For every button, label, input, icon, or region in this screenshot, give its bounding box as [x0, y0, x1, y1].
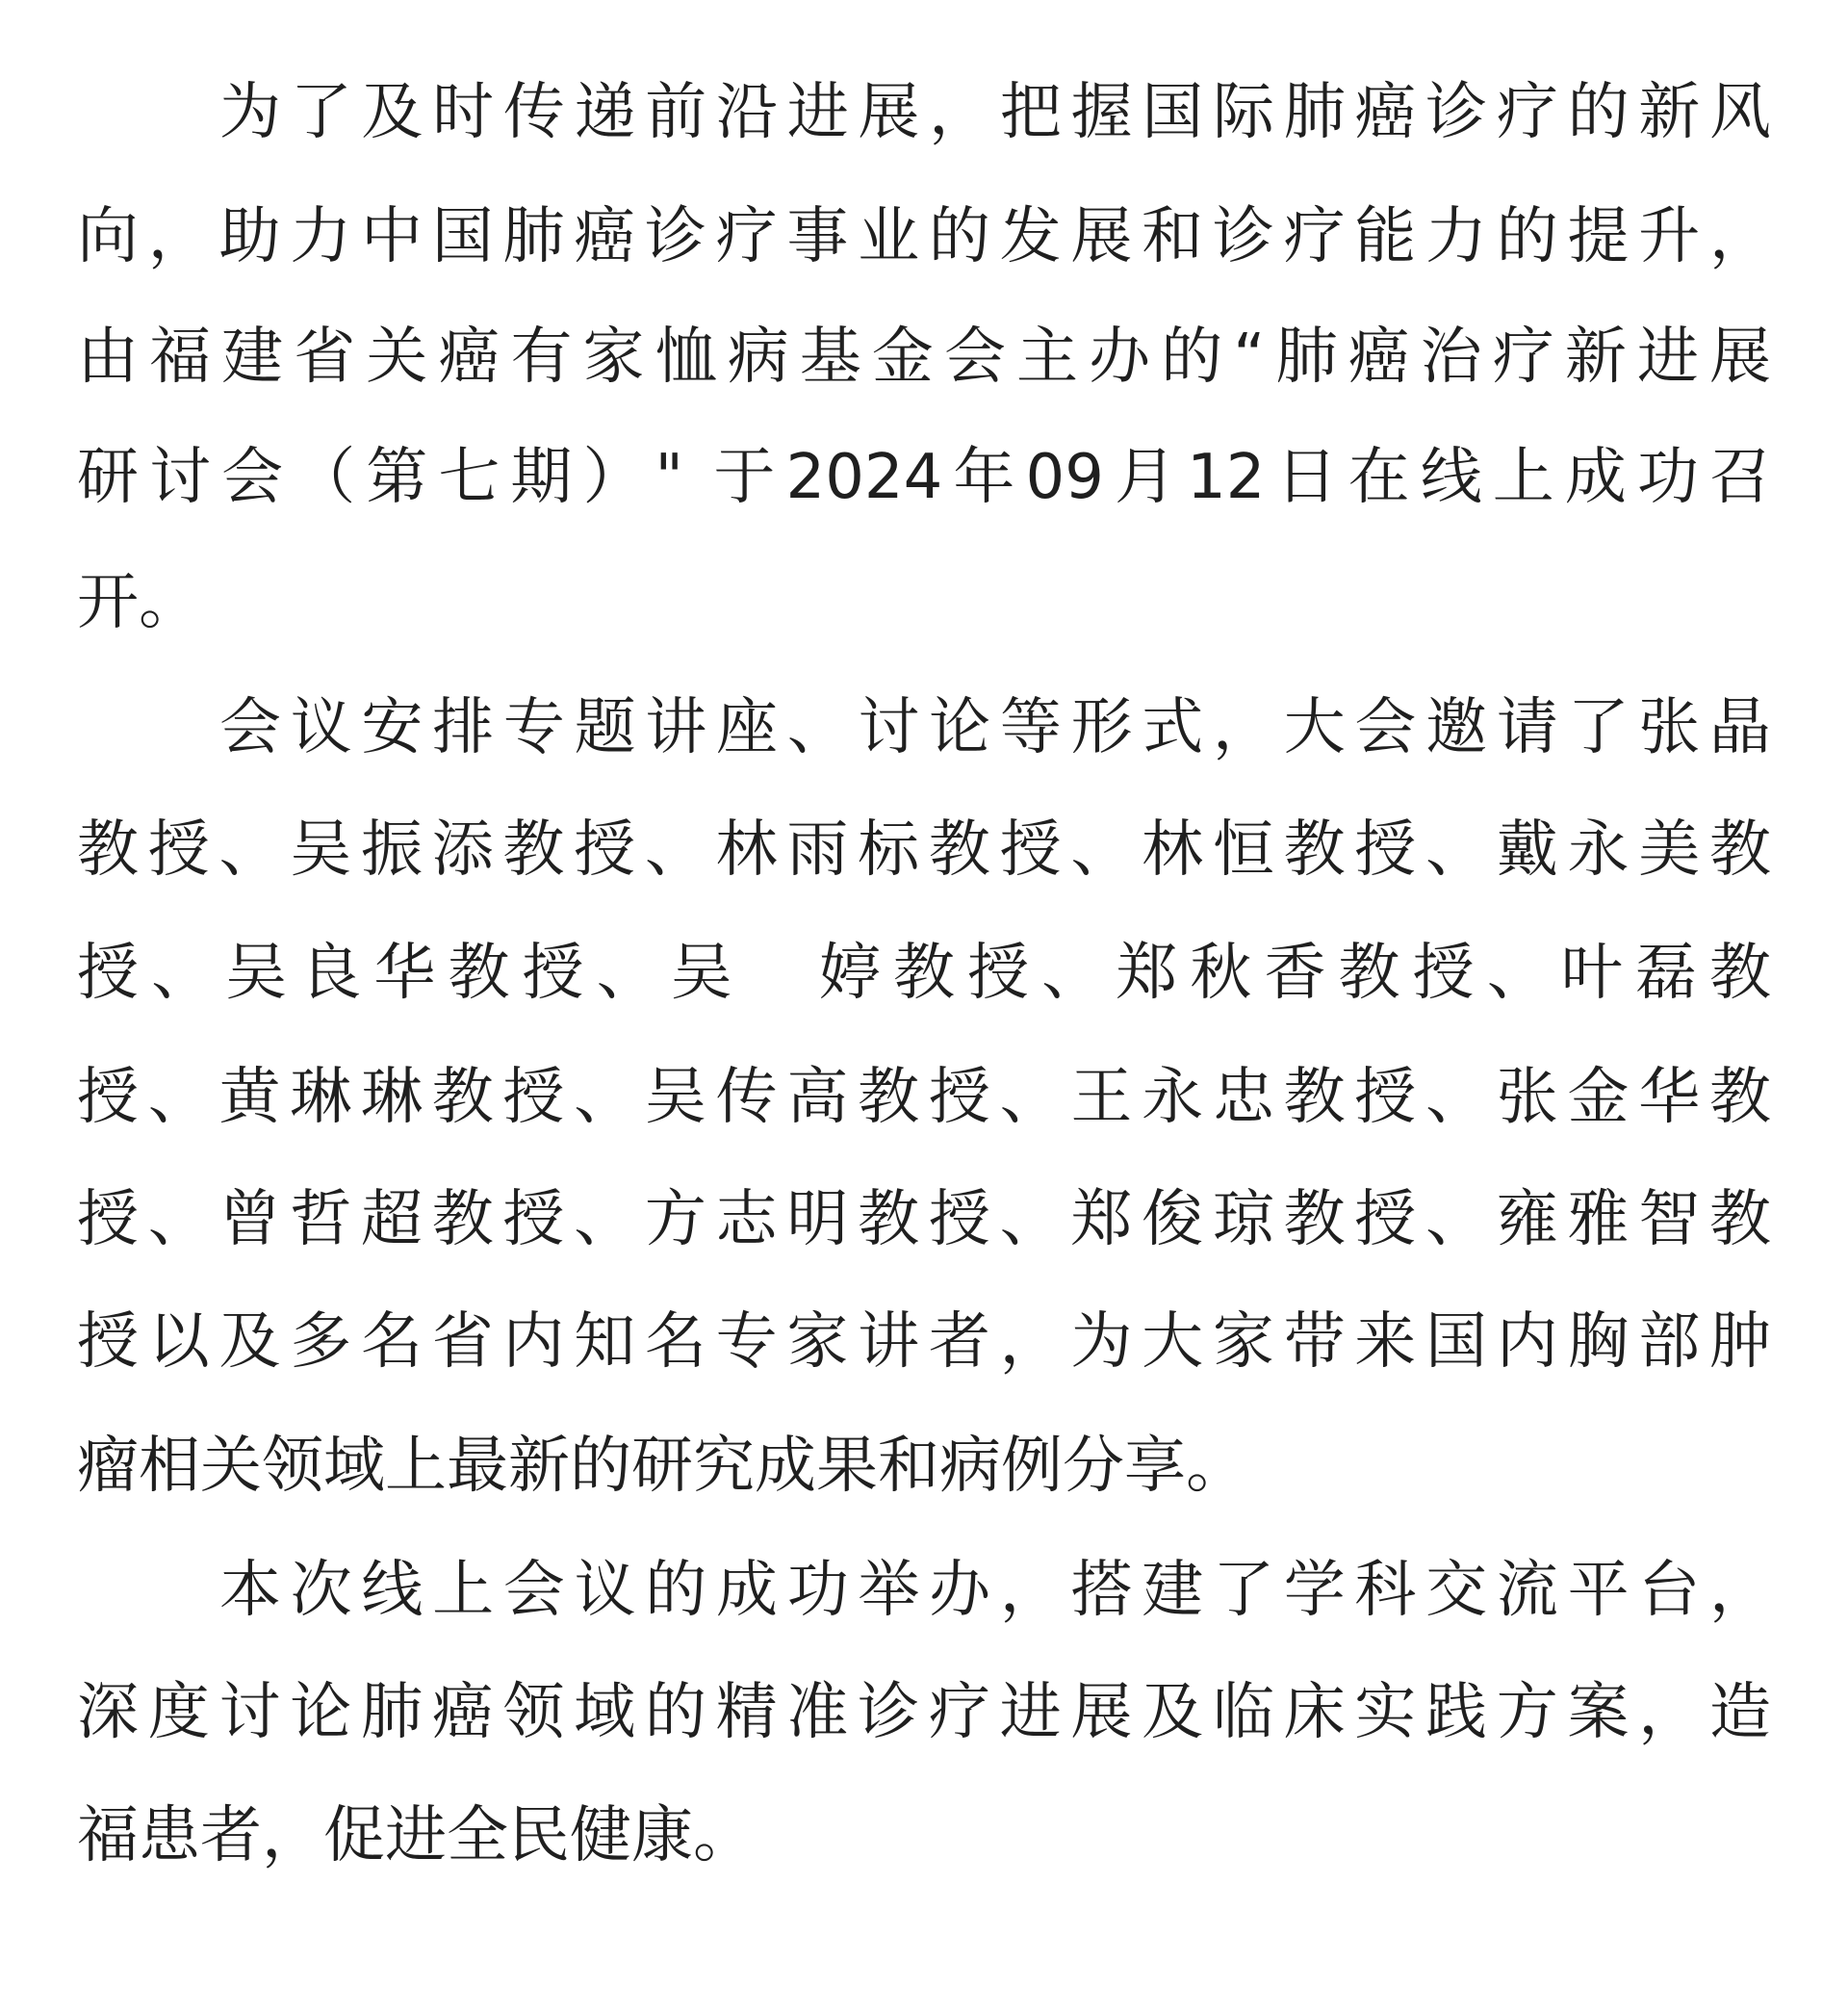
- text-line: 向，助力中国肺癌诊疗事业的发展和诊疗能力的提升，: [77, 201, 1771, 272]
- text-line: 授、黄琳琳教授、吴传高教授、王永忠教授、张金华教: [77, 1062, 1771, 1133]
- text-line: 深度讨论肺癌领域的精准诊疗进展及临床实践方案，造: [77, 1677, 1771, 1748]
- text-line: 研讨会（第七期）" 于2024年09月12日在线上成功召: [77, 442, 1771, 513]
- text-line: 瘤相关领域上最新的研究成果和病例分享。: [77, 1431, 1247, 1502]
- text-line: 会议安排专题讲座、讨论等形式，大会邀请了张晶: [219, 692, 1771, 763]
- text-line: 本次线上会议的成功举办，搭建了学科交流平台，: [219, 1555, 1771, 1626]
- text-line: 授以及多名省内知名专家讲者，为大家带来国内胸部肿: [77, 1306, 1771, 1378]
- text-line: 福患者，促进全民健康。: [77, 1800, 755, 1871]
- text-line: 授、吴良华教授、吴 婷教授、郑秋香教授、叶磊教: [77, 938, 1771, 1009]
- text-line: 为了及时传递前沿进展，把握国际肺癌诊疗的新风: [219, 77, 1771, 148]
- text-line: 教授、吴振添教授、林雨标教授、林恒教授、戴永美教: [77, 814, 1771, 886]
- text-line: 授、曾哲超教授、方志明教授、郑俊琼教授、雍雅智教: [77, 1184, 1771, 1255]
- text-line: 开。: [77, 567, 200, 638]
- text-line: 由福建省关癌有家恤病基金会主办的“肺癌治疗新进展: [77, 322, 1771, 393]
